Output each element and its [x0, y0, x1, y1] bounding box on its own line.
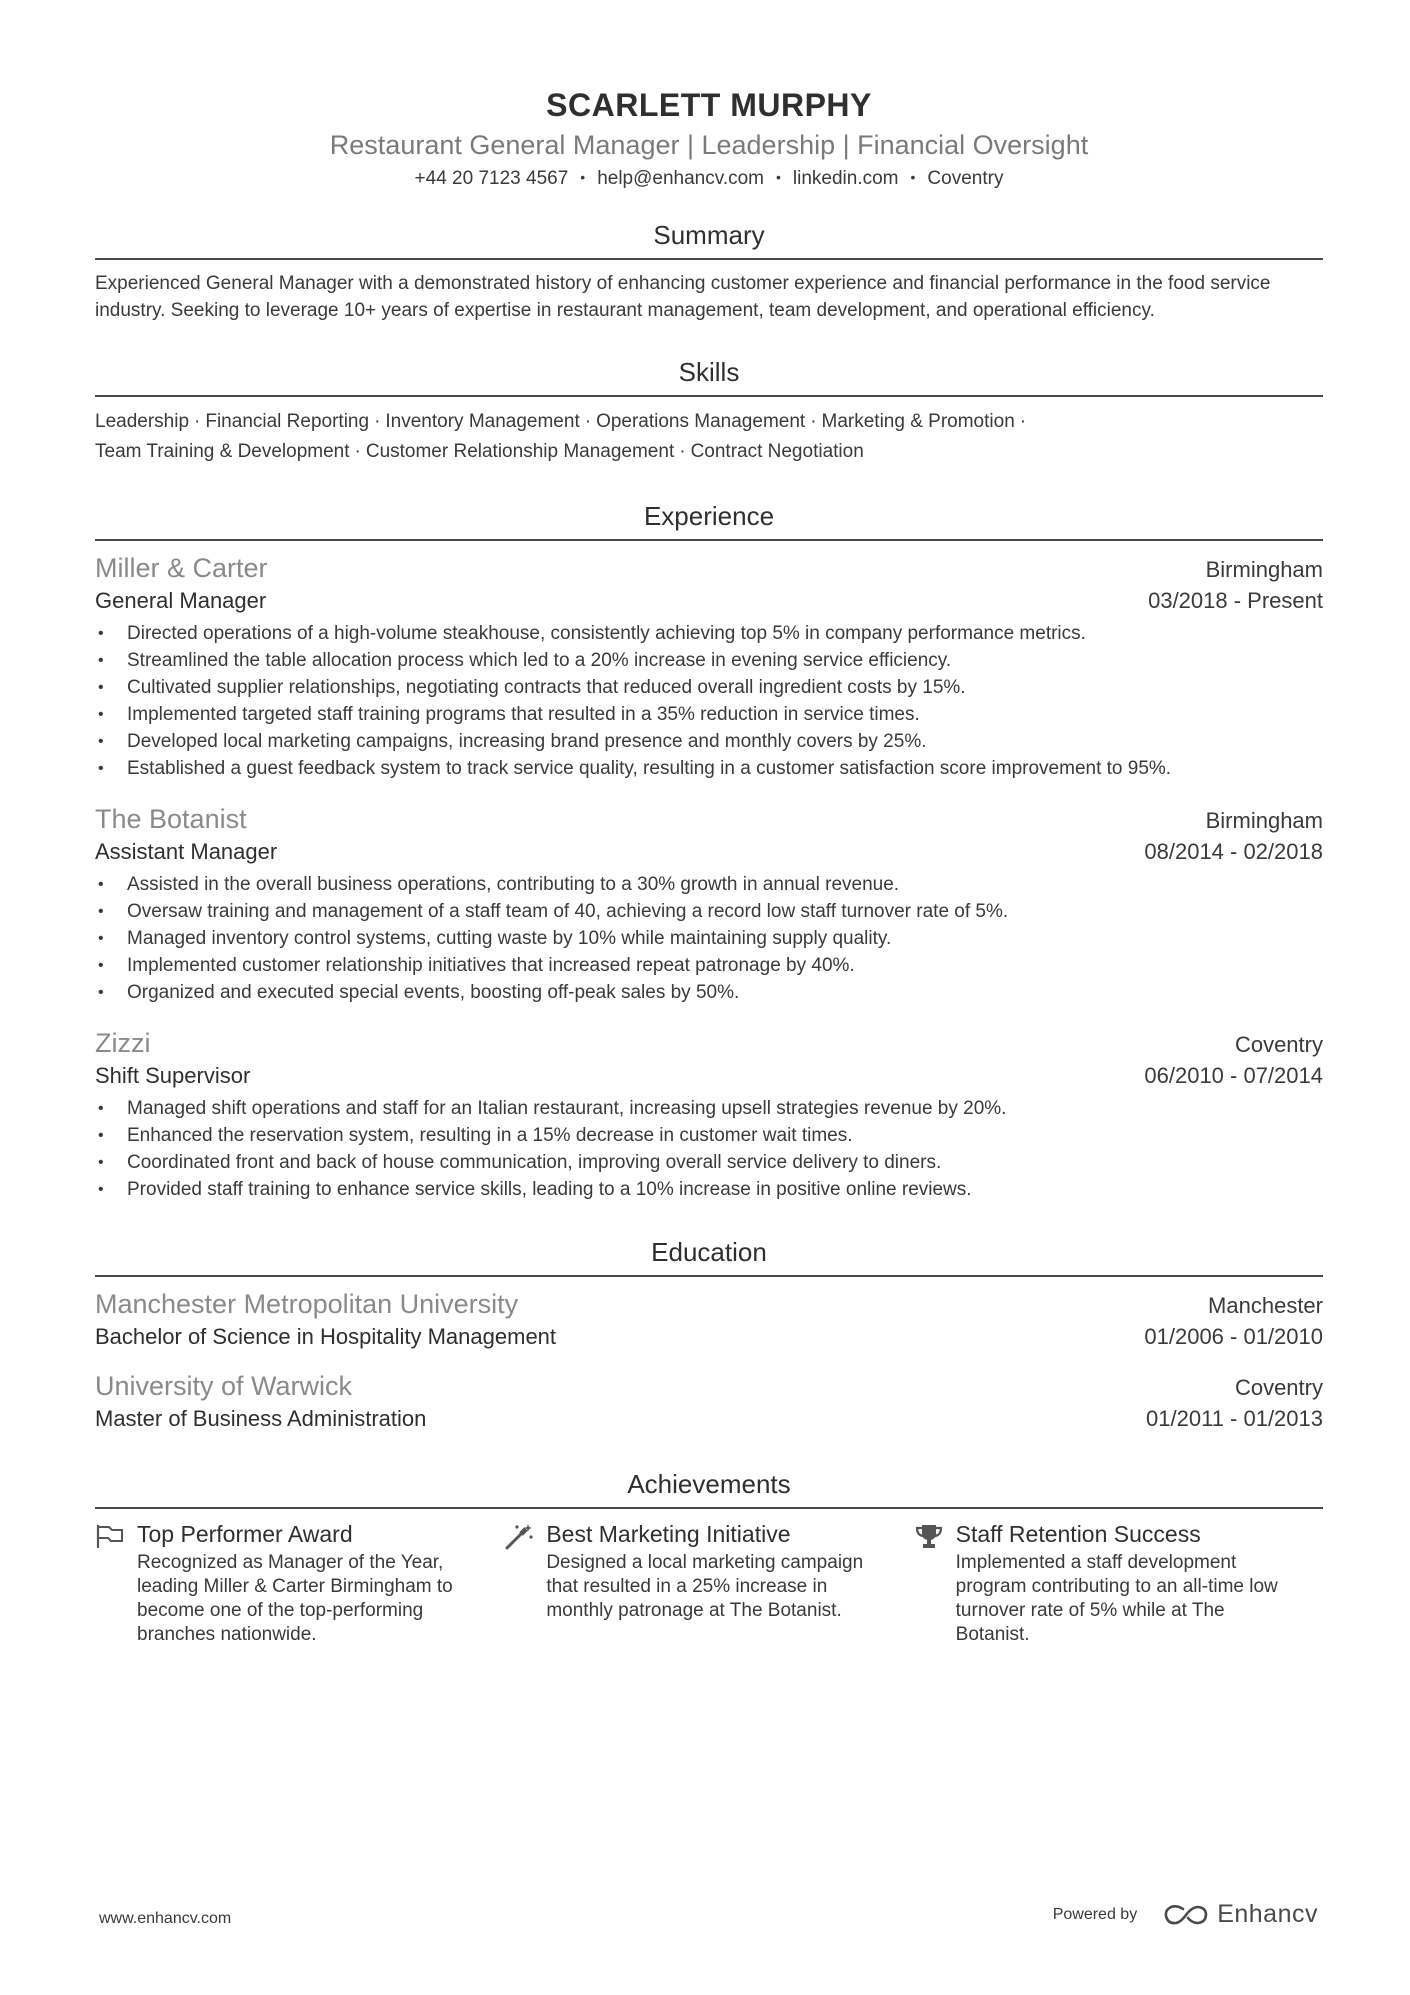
flag-icon — [95, 1519, 137, 1647]
bullet-dot: • — [98, 733, 104, 750]
contact-line — [95, 164, 1323, 192]
achievement-description: Recognized as Manager of the Year, leading Miller & Carter Birmingham to become one of the top-performing branches nationwide. — [137, 1552, 453, 1645]
section-title-education: Education — [651, 1237, 767, 1267]
achievement-description: Implemented a staff development program contributing to an all-time low turnover rate of 5% while at The Botanist. — [955, 1552, 1278, 1645]
achievement-title: Staff Retention Success — [955, 1521, 1201, 1547]
skill-separator: · — [584, 411, 592, 432]
bullet-item: • Directed operations of a high-volume steakhouse, consistently achieving top 5% in company performance metrics. — [95, 620, 1323, 647]
skill-item: Inventory Management — [385, 411, 580, 432]
section-divider — [95, 1507, 1323, 1509]
achievement-description: Designed a local marketing campaign that resulted in a 25% increase in monthly patronage at The Botanist. — [546, 1552, 864, 1621]
education-entry — [95, 1287, 1323, 1353]
bullet-item: • Developed local marketing campaigns, increasing brand presence and monthly covers by 25%. — [95, 728, 1323, 755]
job-role: General Manager — [95, 588, 267, 613]
skill-separator: · — [1019, 411, 1027, 432]
bullet-item: • Enhanced the reservation system, resulting in a 15% decrease in customer wait times. — [95, 1122, 1323, 1149]
job-entry — [95, 1026, 1323, 1203]
headline: Restaurant General Manager | Leadership | Financial Oversight — [329, 130, 1089, 160]
summary-text: Experienced General Manager with a demonstrated history of enhancing customer experience and financial performance in the food service industry. Seeking to leverage 10+ years of expertise in restaurant management, team development, and operational efficiency. — [95, 273, 1271, 321]
bullet-dot: • — [98, 625, 104, 642]
resume-page — [95, 0, 1323, 1647]
company-name: The Botanist — [95, 804, 247, 834]
job-entry — [95, 802, 1323, 1006]
achievements-section — [95, 1467, 1323, 1647]
skill-item: Customer Relationship Management — [365, 441, 675, 462]
achievement-item — [504, 1519, 913, 1647]
bullet-dot: • — [98, 652, 104, 669]
skills-list — [95, 407, 1323, 467]
section-title-skills: Skills — [678, 357, 740, 387]
bullet-dot: • — [98, 1127, 104, 1144]
education-dates: 01/2006 - 01/2010 — [1144, 1324, 1323, 1349]
skill-separator: · — [354, 441, 361, 462]
skill-separator: · — [679, 441, 686, 462]
bullet-item: • Oversaw training and management of a staff team of 40, achieving a record low staff turnover rate of 5%. — [95, 898, 1323, 925]
contact-separator: • — [910, 169, 916, 185]
job-location: Birmingham — [1205, 557, 1323, 582]
bullet-dot: • — [98, 984, 104, 1001]
bullet-item: • Cultivated supplier relationships, negotiating contracts that reduced overall ingredient costs by 15%. — [95, 674, 1323, 701]
achievement-item — [95, 1519, 504, 1647]
job-bullets — [95, 620, 1323, 782]
job-dates: 03/2018 - Present — [1148, 588, 1323, 613]
bullet-item: • Managed inventory control systems, cutting waste by 10% while maintaining supply quality. — [95, 925, 1323, 952]
bullet-dot: • — [98, 1154, 104, 1171]
location: Coventry — [927, 168, 1004, 189]
contact-separator: • — [580, 169, 586, 185]
section-title-achievements: Achievements — [627, 1469, 791, 1499]
experience-section — [95, 499, 1323, 1203]
linkedin-link[interactable]: linkedin.com — [792, 168, 899, 189]
skill-item: Marketing & Promotion — [821, 411, 1015, 432]
school-name: Manchester Metropolitan University — [95, 1289, 519, 1319]
skill-item: Leadership — [95, 411, 190, 432]
education-dates: 01/2011 - 01/2013 — [1146, 1406, 1323, 1431]
bullet-item: • Implemented targeted staff training programs that resulted in a 35% reduction in service times. — [95, 701, 1323, 728]
bullet-dot: • — [98, 760, 104, 777]
section-title-summary: Summary — [653, 220, 765, 250]
footer-branding — [1053, 1900, 1318, 1929]
degree: Master of Business Administration — [95, 1406, 427, 1431]
job-role: Shift Supervisor — [95, 1063, 251, 1088]
skill-item: Financial Reporting — [205, 411, 370, 432]
brand-name: Enhancv — [1217, 1900, 1318, 1928]
education-section — [95, 1235, 1323, 1435]
email-link[interactable]: help@enhancv.com — [597, 168, 764, 189]
section-divider — [95, 1275, 1323, 1277]
section-divider — [95, 395, 1323, 397]
school-name: University of Warwick — [95, 1371, 353, 1401]
bullet-item: • Assisted in the overall business operations, contributing to a 30% growth in annual revenue. — [95, 871, 1323, 898]
company-name: Zizzi — [95, 1028, 151, 1058]
skill-item: Team Training & Development — [95, 441, 350, 462]
bullet-item: • Streamlined the table allocation process which led to a 20% increase in evening service efficiency. — [95, 647, 1323, 674]
job-entry — [95, 551, 1323, 782]
school-location: Coventry — [1234, 1375, 1323, 1400]
skill-item: Contract Negotiation — [690, 441, 864, 462]
job-bullets — [95, 1095, 1323, 1203]
bullet-item: • Organized and executed special events, boosting off-peak sales by 50%. — [95, 979, 1323, 1006]
company-name: Miller & Carter — [95, 553, 268, 583]
achievement-title: Top Performer Award — [137, 1521, 353, 1547]
enhancv-logo-icon — [1163, 1903, 1209, 1927]
job-dates: 08/2014 - 02/2018 — [1144, 839, 1323, 864]
bullet-item: • Established a guest feedback system to track service quality, resulting in a customer satisfaction score improvement to 95%. — [95, 755, 1323, 782]
section-title-experience: Experience — [643, 501, 775, 531]
education-entry — [95, 1369, 1323, 1435]
skill-separator: · — [374, 411, 381, 432]
bullet-item: • Implemented customer relationship initiatives that increased repeat patronage by 40%. — [95, 952, 1323, 979]
job-bullets — [95, 871, 1323, 1006]
job-location: Coventry — [1234, 1032, 1323, 1057]
magic-wand-icon — [504, 1519, 546, 1647]
candidate-name: SCARLETT MURPHY — [546, 87, 872, 123]
bullet-dot: • — [98, 1181, 104, 1198]
bullet-item: • Coordinated front and back of house communication, improving overall service delivery to diners. — [95, 1149, 1323, 1176]
skills-section — [95, 355, 1323, 467]
footer-website-link[interactable]: www.enhancv.com — [99, 1910, 232, 1927]
job-location: Birmingham — [1205, 808, 1323, 833]
bullet-item: • Managed shift operations and staff for an Italian restaurant, increasing upsell strategies revenue by 20%. — [95, 1095, 1323, 1122]
bullet-item: • Provided staff training to enhance service skills, leading to a 10% increase in positive online reviews. — [95, 1176, 1323, 1203]
section-divider — [95, 539, 1323, 541]
phone: +44 20 7123 4567 — [414, 168, 569, 189]
skill-item: Operations Management — [596, 411, 806, 432]
brand-logo[interactable] — [1163, 1900, 1318, 1929]
bullet-dot: • — [98, 706, 104, 723]
bullet-dot: • — [98, 876, 104, 893]
bullet-dot: • — [98, 957, 104, 974]
section-divider — [95, 258, 1323, 260]
summary-section — [95, 218, 1323, 324]
achievement-item — [914, 1519, 1323, 1647]
bullet-dot: • — [98, 679, 104, 696]
skill-separator: · — [810, 411, 817, 432]
powered-by-label: Powered by — [1052, 1905, 1138, 1923]
skill-separator: · — [194, 411, 201, 432]
job-role: Assistant Manager — [95, 839, 278, 864]
bullet-dot: • — [98, 903, 104, 920]
school-location: Manchester — [1208, 1293, 1323, 1318]
contact-separator: • — [776, 169, 781, 185]
bullet-dot: • — [98, 930, 104, 947]
job-dates: 06/2010 - 07/2014 — [1144, 1063, 1323, 1088]
degree: Bachelor of Science in Hospitality Management — [95, 1324, 557, 1349]
achievements-grid — [95, 1519, 1323, 1647]
achievement-title: Best Marketing Initiative — [546, 1521, 791, 1547]
trophy-icon — [914, 1519, 956, 1647]
bullet-dot: • — [98, 1100, 104, 1117]
